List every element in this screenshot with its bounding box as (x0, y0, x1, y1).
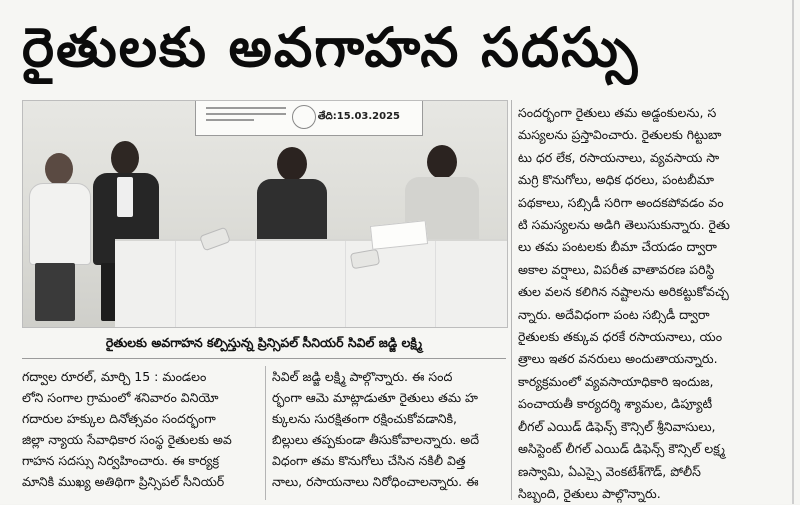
page-edge (792, 0, 794, 504)
article-line: సిబ్బంది, రైతులు పాల్గొన్నారు. (518, 485, 661, 501)
article-line: గదారుల హక్కుల దినోత్సవం సందర్భంగా (22, 411, 216, 426)
article-line: త్రాలు ఇతర వనరులు అందుతాయన్నారు. (518, 351, 718, 367)
article-column-1 (22, 366, 260, 492)
article-line: మస్యలను ప్రస్తావించారు. రైతులకు గిట్టుబా (518, 127, 722, 143)
article-line: రైతులకు తక్కువ ధరకే రసాయనాలు, యం (518, 329, 723, 345)
article-line: మగ్రి కొనుగోలు, అధిక ధరలు, పంటబీమా (518, 172, 715, 188)
article-line: టు ధర లేక, రసాయనాలు, వ్యవసాయ సా (518, 149, 720, 165)
column-divider (265, 366, 266, 500)
article-line: ర్భంగా ఆమె మాట్లాడుతూ రైతులు తమ హ (272, 390, 478, 405)
column-divider (511, 100, 512, 500)
table-cloth (115, 239, 507, 328)
article-line: అసిస్టెంట్ లీగల్ ఎయిడ్ డిఫెన్స్ కౌన్సిల్ లక్ష్మ (518, 441, 726, 457)
article-line: సందర్భంగా రైతులు తమ అడ్డంకులను, స (518, 105, 717, 120)
article-line: బిల్లులు తప్పకుండా తీసుకోవాలన్నారు. అదే (272, 432, 480, 447)
person-3 (255, 147, 329, 247)
article-line: గాహన సదస్సు నిర్వహించారు. ఈ కార్యక్ర (22, 453, 219, 468)
article-line: లీగల్ ఎయిడ్ డిఫెన్స్ కౌన్సిల్ శ్రీనివాసులు, (518, 418, 716, 434)
banner-logo-icon (292, 105, 316, 129)
article-line: పథకాలు, సబ్సిడీ సరిగా అందకపోవడం వం (518, 194, 724, 210)
news-photo (22, 100, 508, 328)
article-line: జిల్లా న్యాయ సేవాధికార సంస్థ రైతులకు అవ (22, 432, 232, 447)
article-line: కార్యక్రమంలో వ్యవసాయాధికారి ఇందుజ, (518, 373, 714, 389)
article-line: లోని సంగాల గ్రామంలో శనివారం వినియో (22, 390, 219, 405)
article-line: నాలు, రసాయనాలు నిరోధించాలన్నారు. ఈ (272, 474, 479, 489)
article-line: తుల వలన కలిగిన నష్టాలను అరికట్టుకోవచ్చ (518, 284, 729, 300)
article-line: విధంగా తమ కొనుగోలు చేసిన నకిలీ విత్త (272, 453, 466, 468)
banner-date: తేది:15.03.2025 (317, 111, 400, 122)
article-line: పంచాయతీ కార్యదర్శి శ్యామల, డిప్యూటీ (518, 396, 713, 412)
banner-text-lines (206, 107, 286, 125)
photo-caption: రైతులకు అవగాహన కల్పిస్తున్న ప్రిన్సిపల్ సీనియర్ సివిల్ జడ్జి లక్ష్మి (22, 328, 506, 359)
article-line: క్కులను సురక్షితంగా రక్షించుకోవడానికి, (272, 411, 457, 426)
article-line: టి సమస్యలను అడిగి తెలుసుకున్నారు. రైతు (518, 217, 731, 233)
article-line: అకాల వర్షాలు, విపరీత వాతావరణ పరిస్థి (518, 261, 715, 277)
article-line: న్నారు. అదేవిధంగా పంట సబ్సిడీ ద్వారా (518, 306, 710, 322)
article-line: లు తమ పంటలకు బీమా చేయడం ద్వారా (518, 239, 717, 255)
article-column-3 (518, 102, 780, 505)
article-line: గద్వాల రూరల్, మార్చి 15 : మండలం (22, 369, 207, 384)
person-1 (27, 151, 91, 321)
article-column-2 (272, 366, 506, 492)
article-line: ణస్వామి, ఏఎస్సై వెంకటేశ్‌గౌడ్, పోలీస్ (518, 463, 701, 479)
headline: రైతులకు అవగాహన సదస్సు (22, 16, 640, 79)
article-line: సివిల్ జడ్జి లక్ష్మి పాల్గొన్నారు. ఈ సంద (272, 369, 453, 384)
photo-banner (195, 101, 423, 136)
article-line: మానికి ముఖ్య అతిథిగా ప్రిన్సిపల్ సీనియర్ (22, 474, 225, 489)
